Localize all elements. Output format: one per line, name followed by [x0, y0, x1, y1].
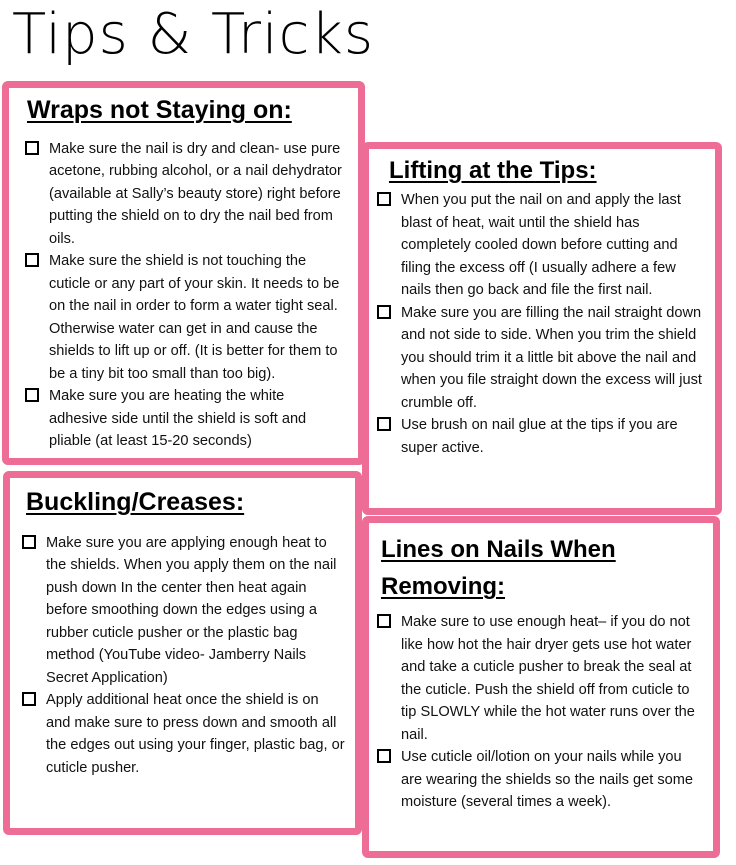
tip-text: Make sure you are heating the white adhesive side until the shield is soft and pliable (at least 15-20 seconds)	[49, 388, 307, 450]
checkbox-icon	[22, 692, 36, 706]
list-item	[377, 302, 707, 415]
checkbox-icon	[22, 535, 36, 549]
list-item	[377, 189, 707, 302]
card-lines-on-nails-when-removing	[362, 516, 720, 858]
checkbox-icon	[377, 417, 391, 431]
tip-text: Use cuticle oil/lotion on your nails while you are wearing the shields so the nails get some moisture (several times a week).	[401, 749, 694, 811]
tips-list-buckling	[10, 532, 355, 780]
checkbox-icon	[25, 253, 39, 267]
tip-text: Make sure the nail is dry and clean- use pure acetone, rubbing alcohol, or a nail dehydrator (available at Sally’s beauty store) right before putting the shield on to dry the nail bed from oils.	[49, 140, 342, 247]
checkbox-icon	[377, 614, 391, 628]
list-item	[25, 385, 346, 453]
list-item	[377, 611, 705, 746]
checkbox-icon	[377, 305, 391, 319]
list-item	[22, 532, 345, 690]
list-item	[25, 138, 346, 251]
card-lifting-at-the-tips	[362, 142, 722, 515]
tip-text: Make sure you are filling the nail straight down and not side to side. When you trim the shield you should trim it a little bit above the nail and when you file straight down the excess will just crumble off.	[401, 304, 702, 411]
card-title-buckling: Buckling/Creases:	[26, 488, 245, 516]
tip-text: Apply additional heat once the shield is on and make sure to press down and smooth all the edges out using your finger, plastic bag, or cuticle pusher.	[46, 692, 345, 776]
card-wraps-not-staying-on	[2, 81, 365, 465]
tip-text: Make sure you are applying enough heat to the shields. When you apply them on the nail push down In the center then heat again before smoothing down the edges using a rubber cuticle pusher or the plastic bag method (YouTube video- Jamberry Nails Secret Application)	[46, 534, 337, 686]
tips-list-wraps	[9, 138, 358, 453]
card-buckling-creases	[3, 471, 362, 835]
checkbox-icon	[25, 141, 39, 155]
list-item	[22, 689, 345, 779]
tip-text: Make sure to use enough heat– if you do not like how hot the hair dryer gets use hot water and take a cuticle pusher to break the seal at the cuticle. Push the shield off from cuticle to tip SLOWLY while the hot water runs over the nail.	[401, 614, 695, 743]
card-title-lifting: Lifting at the Tips:	[389, 157, 597, 184]
list-item	[25, 250, 346, 385]
checkbox-icon	[25, 388, 39, 402]
card-title-lines: Lines on Nails When Removing:	[381, 536, 616, 601]
list-item	[377, 414, 707, 459]
tip-text: Use brush on nail glue at the tips if you are super active.	[401, 417, 678, 456]
tips-list-lifting	[369, 189, 715, 459]
tip-text: When you put the nail on and apply the last blast of heat, wait until the shield has completely cooled down before cutting and filing the excess off (I usually adhere a few nails then go back and file the first nail.	[401, 192, 681, 299]
list-item	[377, 746, 705, 814]
checkbox-icon	[377, 749, 391, 763]
page-title: Tips & Tricks	[12, 2, 374, 67]
tip-text: Make sure the shield is not touching the cuticle or any part of your skin. It needs to be on the nail in order to form a water tight seal. Otherwise water can get in and cause the shields to lift up or off. (It is better for them to be a tiny bit too small than too big).	[49, 253, 340, 382]
card-title-wraps: Wraps not Staying on:	[27, 96, 292, 124]
checkbox-icon	[377, 192, 391, 206]
tips-list-lines	[369, 611, 713, 814]
